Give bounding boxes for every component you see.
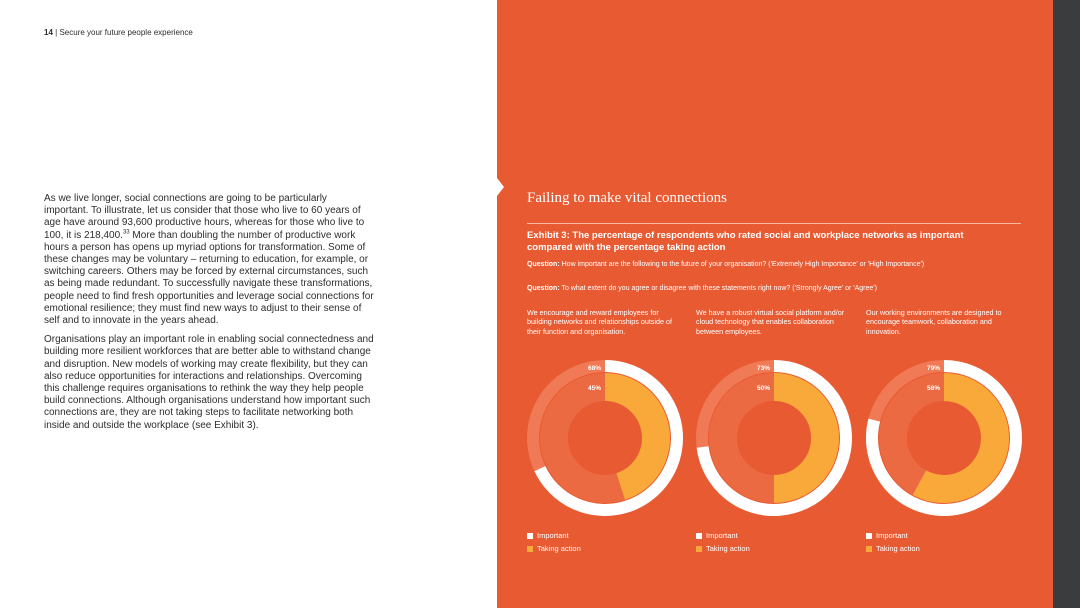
legend-item-important — [527, 530, 581, 543]
taking-action-value-label: 45% — [587, 385, 601, 392]
edge-bar — [1053, 0, 1080, 608]
paragraph-1-part-2: More than doubling the number of productive work hours a person has opens up myriad options for transformation. Some of these changes may be voluntary – returning to education, for example, or switching careers. Others may be forced by external circumstances, such as being made redundant. To successfully navigate these transformations, people need to find fresh opportunities and leverage social connections for emotional resilience; they must find new ways to adjust to their sense of self and to innovate in the years ahead. — [44, 229, 374, 327]
taking-action-arc — [605, 387, 656, 487]
question-2-text: To what extent do you agree or disagree with these statements right now? ('Strongly Agree' or 'Agree') — [559, 285, 877, 292]
chart-2-donut — [696, 359, 856, 519]
chart-3-donut — [866, 359, 1026, 519]
chart-1-legend — [527, 530, 581, 555]
body-text — [44, 193, 374, 439]
header-separator: | — [55, 28, 58, 37]
important-value-label: 68% — [587, 365, 601, 372]
taking-action-arc — [774, 387, 825, 489]
legend-label-important: Important — [706, 531, 738, 540]
question-2 — [527, 284, 1007, 294]
important-value-label: 79% — [926, 365, 940, 372]
chart-column-1 — [527, 308, 687, 553]
page-number: 14 — [44, 28, 53, 37]
legend-label-taking-action: Taking action — [706, 543, 750, 553]
chart-column-3 — [866, 308, 1026, 553]
chart-1-donut — [527, 359, 687, 519]
legend-label-important: Important — [876, 531, 908, 540]
chart-2-legend — [696, 530, 750, 555]
section-title: Secure your future people experience — [59, 28, 193, 37]
important-value-label: 73% — [756, 365, 770, 372]
chart-column-2 — [696, 308, 856, 553]
panel-notch — [497, 178, 504, 196]
legend-item-taking-action — [866, 543, 920, 556]
legend-swatch-taking-action — [866, 546, 872, 552]
legend-swatch-taking-action — [696, 546, 702, 552]
chart-2-statement: We have a robust virtual social platform and/or cloud technology that enables collaboration between employees. — [696, 308, 845, 336]
footnote-ref: 33 — [122, 229, 130, 236]
legend-swatch-important — [696, 533, 702, 539]
question-2-label: Question: — [527, 285, 560, 292]
legend-item-important — [866, 530, 920, 543]
question-1 — [527, 260, 1007, 270]
paragraph-1 — [44, 193, 374, 327]
chart-3-statement: Our working environments are designed to encourage teamwork, collaboration and innovation. — [866, 308, 1002, 336]
exhibit-heading: Exhibit 3: The percentage of respondents who rated social and workplace networks as important compared with the percentage taking action — [527, 230, 964, 253]
panel-title: Failing to make vital connections — [527, 190, 727, 206]
legend-item-taking-action — [696, 543, 750, 556]
chart-1-statement: We encourage and reward employees for building networks and relationships outside of their function and organisation. — [527, 308, 673, 336]
chart-3-legend — [866, 530, 920, 555]
legend-item-important — [696, 530, 750, 543]
question-1-text: How important are the following to the future of your organisation? ('Extremely High Importance' or 'High Importance') — [559, 261, 925, 268]
taking-action-value-label: 58% — [926, 385, 940, 392]
question-1-label: Question: — [527, 261, 560, 268]
legend-label-important: Important — [537, 531, 569, 540]
legend-swatch-important — [866, 533, 872, 539]
paragraph-1-part-1: As we live longer, social connections are going to be particularly important. To illustrate, let us consider that those who live to 60 years of age have around 93,600 productive hours, whereas for those who live to 100, it is 218,400. — [44, 193, 365, 241]
legend-swatch-taking-action — [527, 546, 533, 552]
legend-swatch-important — [527, 533, 533, 539]
legend-item-taking-action — [527, 543, 581, 556]
legend-label-taking-action: Taking action — [876, 543, 920, 553]
legend-label-taking-action: Taking action — [537, 543, 581, 553]
taking-action-value-label: 50% — [756, 385, 770, 392]
title-divider — [527, 223, 1021, 224]
paragraph-2: Organisations play an important role in enabling social connectedness and building more resilient workforces that are better able to withstand change and disruption. New models of working may create flexibility, but they can also reduce opportunities for interactions and relationships. Overcoming this challenge requires organisations to rethink the way they help people build connections. Although organisations understand how important such connections are, they are not taking steps to facilitate networking both inside and outside the workplace (see Exhibit 3). — [44, 334, 374, 431]
page-header — [44, 28, 193, 37]
